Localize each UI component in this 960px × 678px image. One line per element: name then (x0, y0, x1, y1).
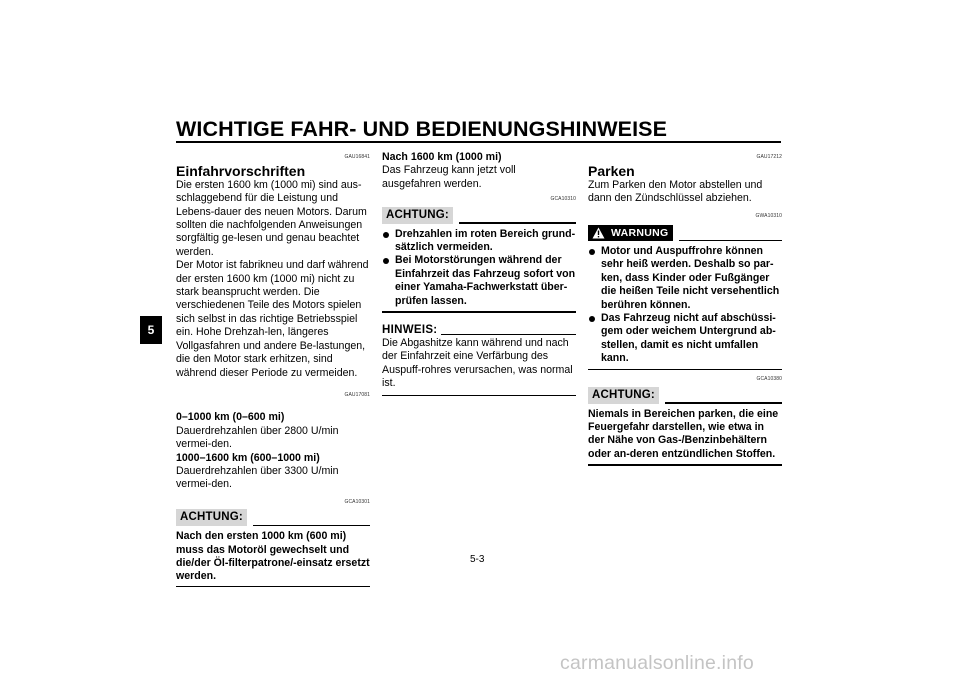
caution-badge: ACHTUNG: (382, 207, 453, 224)
warning-badge (588, 225, 673, 241)
caution-text: Nach den ersten 1000 km (600 mi) muss das Motoröl gewechselt und die/der Öl-filterpatrone/-einsatz ersetzt werden. (176, 530, 370, 583)
bullet-text: Bei Motorstörungen während der Einfahrzeit das Fahrzeug sofort von einer Yamaha-Fachwerkstatt über-prüfen lassen. (395, 254, 576, 307)
paragraph: Der Motor ist fabrikneu und darf während der ersten 1600 km (1000 mi) nicht zu stark beansprucht werden. Die verschiedenen Teile des Motors spielen sich selbst in das richtige Betriebsspiel ein. Hohe Drehzah-len, längeres Vollgasfahren und andere Be-lastungen, die den Motor stark erhitzen, sind während dieser Periode zu vermeiden. (176, 259, 369, 379)
note-text: Die Abgashitze kann während und nach der Einfahrzeit eine Verfärbung des Auspuff-rohres verursachen, was normal ist. (382, 336, 573, 390)
caution-text: Niemals in Bereichen parken, die eine Feuergefahr darstellen, wie etwa in der Nähe von Gas-/Benzinbehältern oder an-deren entzündlichen Stoffen. (588, 407, 779, 460)
bullet-item (382, 254, 576, 308)
page-title: WICHTIGE FAHR- UND BEDIENUNGSHINWEISE (176, 117, 668, 141)
bullet-icon (589, 316, 595, 322)
caution-end-rule (382, 311, 576, 313)
column-3 (588, 151, 782, 466)
paragraph: Die ersten 1600 km (1000 mi) sind aus-schlaggebend für die Leistung und Lebens-dauer des neuen Motors. Darum sollten die nachfolgenden Anweisungen sorgfältig ge-lesen und genau beachtet werden. (176, 178, 367, 258)
caution-rule (253, 525, 370, 527)
caution-badge: ACHTUNG: (588, 387, 659, 404)
bullet-item (588, 312, 782, 366)
ref-code: GAU16841 (344, 154, 370, 160)
bullet-icon (589, 249, 595, 255)
paragraph: Dauerdrehzahlen über 3300 U/min vermei-den. (176, 464, 339, 491)
ref-code: GWA10310 (755, 212, 782, 219)
chapter-tab: 5 (140, 316, 162, 344)
sub-heading: Nach 1600 km (1000 mi) (382, 151, 502, 163)
note-end-rule (382, 395, 576, 396)
watermark: carmanualsonline.info (560, 652, 754, 674)
warning-end-rule (588, 369, 782, 371)
section-heading: Parken (588, 163, 635, 180)
warning-triangle-icon (592, 227, 605, 239)
warning-rule (679, 240, 782, 242)
warning-label: WARNUNG (611, 227, 669, 240)
column-2 (382, 151, 576, 396)
page-number: 5-3 (470, 554, 485, 565)
ref-code: GCA10310 (550, 196, 576, 203)
range-label: 0–1000 km (0–600 mi) (176, 411, 285, 424)
bullet-text: Drehzahlen im roten Bereich grund-sätzlich vermeiden. (395, 227, 576, 254)
ref-code: GAU17212 (756, 154, 782, 160)
title-rule (176, 141, 781, 143)
caution-end-rule (588, 464, 782, 466)
note-label: HINWEIS: (382, 323, 438, 336)
bullet-text: Motor und Auspuffrohre können sehr heiß werden. Deshalb so par-ken, dass Kinder oder Fußgänger die heißen Teile nicht versehentlich berühren können. (601, 245, 780, 311)
paragraph: Das Fahrzeug kann jetzt voll ausgefahren werden. (382, 164, 516, 190)
bullet-item (382, 228, 576, 255)
section-heading: Einfahrvorschriften (176, 163, 306, 180)
paragraph: Dauerdrehzahlen über 2800 U/min vermei-den. (176, 424, 339, 451)
caution-rule (459, 222, 576, 224)
note-rule (441, 334, 576, 335)
bullet-icon (383, 258, 389, 264)
ref-code: GCA10301 (344, 498, 370, 505)
bullet-text: Das Fahrzeug nicht auf abschüssi-gem oder weichem Untergrund ab-stellen, damit es nicht umfallen kann. (601, 312, 776, 365)
column-1 (176, 151, 370, 587)
range-label: 1000–1600 km (600–1000 mi) (176, 451, 320, 464)
bullet-icon (383, 232, 389, 238)
ref-code: GAU17081 (344, 391, 370, 398)
bullet-item (588, 245, 782, 312)
ref-code: GCA10380 (756, 376, 782, 383)
caution-badge: ACHTUNG: (176, 509, 247, 526)
paragraph: Zum Parken den Motor abstellen und dann den Zündschlüssel abziehen. (588, 178, 763, 205)
caution-rule (665, 402, 782, 404)
caution-end-rule (176, 586, 370, 588)
